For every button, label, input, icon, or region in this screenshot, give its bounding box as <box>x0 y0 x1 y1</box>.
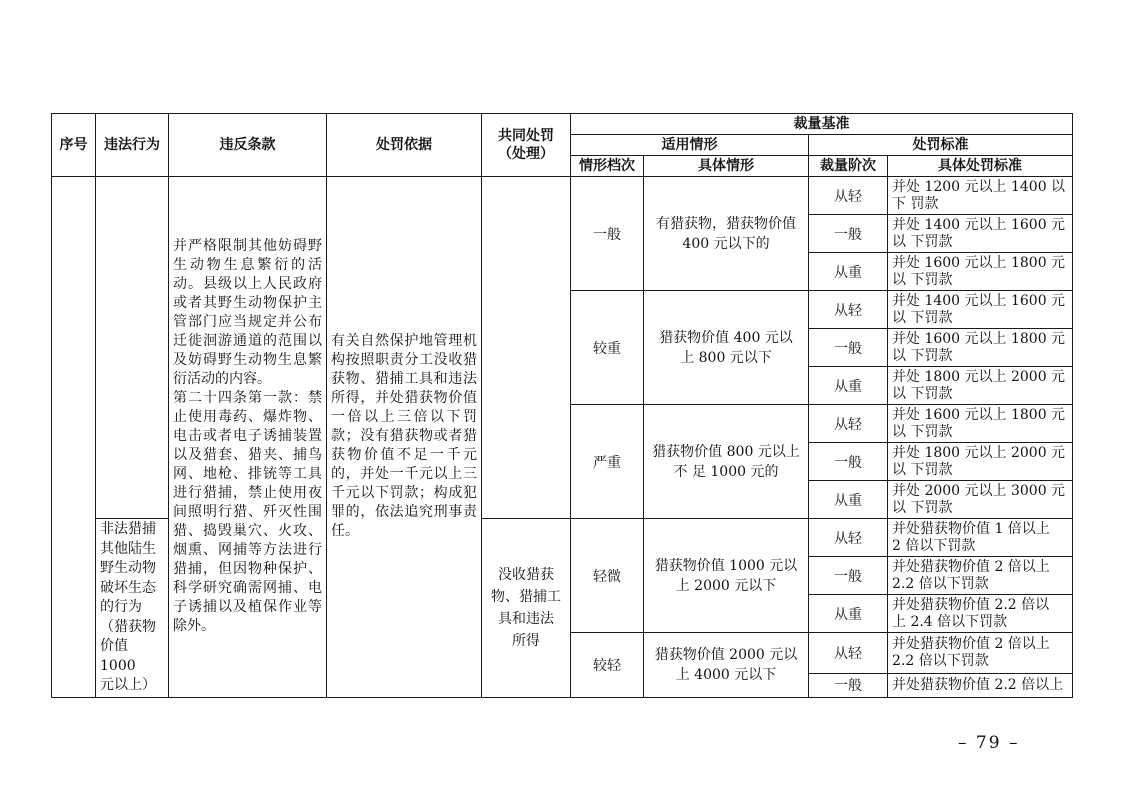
weifan-tiaokuan-paragraph-1: 并严格限制其他妨碍野生动物生息繁衍的活动。县级以上人民政府或者其野生动物保护主管部门应当规定并公布迁徙洄游通道的范围以及妨碍野生动物生息繁衍活动的内容。 <box>173 238 322 388</box>
cell-juti-chufa-biaozhun: 并处 1600 元以上 1800 元 以 下罚款 <box>888 329 1073 367</box>
cell-juti-chufa-biaozhun: 并处猎获物价值 2 倍以上 2.2 倍以下罚款 <box>888 557 1073 595</box>
cell-juti-chufa-biaozhun: 并处猎获物价值 2.2 倍以上 <box>888 673 1073 697</box>
header-qingxing-dangci: 情形档次 <box>571 156 644 177</box>
cell-cailiang-jieci: 从轻 <box>809 177 888 215</box>
header-weifan-tiaokuan: 违反条款 <box>169 114 327 177</box>
page-number: – 79 – <box>958 733 1020 753</box>
cell-juti-chufa-biaozhun: 并处 1800 元以上 2000 元 以 下罚款 <box>888 443 1073 481</box>
cell-chufa-yiju <box>327 177 482 698</box>
cell-cailiang-jieci: 一般 <box>809 329 888 367</box>
cell-cailiang-jieci: 从轻 <box>809 633 888 674</box>
chufa-yiju-paragraph: 有关自然保护地管理机构按照职责分工没收猎获物、猎捕工具和违法所得，并处猎获物价值一倍以上三倍以下罚款；没有猎获物或者猎获物价值不足一千元的，并处一千元以上三千元以下罚款；构成犯罪的，依法追究刑事责任。 <box>331 333 477 540</box>
cell-cailiang-jieci: 从重 <box>809 481 888 519</box>
cell-cailiang-jieci: 从重 <box>809 595 888 633</box>
cell-juti-qingxing: 猎获物价值 800 元以上 不 足 1000 元的 <box>644 405 809 519</box>
header-xuhao: 序号 <box>52 114 96 177</box>
cell-juti-qingxing: 猎获物价值 400 元以 上 800 元以下 <box>644 291 809 405</box>
cell-weifa-xingwei-blank <box>96 177 169 519</box>
cell-cailiang-jieci: 从轻 <box>809 519 888 557</box>
cell-weifan-tiaokuan <box>169 177 327 698</box>
header-chufa-biaozhun: 处罚标准 <box>809 135 1073 156</box>
cell-cailiang-jieci: 从重 <box>809 253 888 291</box>
cell-qingxing-dangci: 较轻 <box>571 633 644 698</box>
header-gongtong-chufa: 共同处罚 （处理） <box>482 114 571 177</box>
cell-qingxing-dangci: 一般 <box>571 177 644 291</box>
cell-juti-chufa-biaozhun: 并处猎获物价值 1 倍以上 2 倍以下罚款 <box>888 519 1073 557</box>
header-cailiang-jizhun: 裁量基准 <box>571 114 1073 135</box>
header-cailiang-jieci: 裁量阶次 <box>809 156 888 177</box>
cell-gongtong-chufa-blank <box>482 177 571 519</box>
cell-juti-qingxing: 有猎获物，猎获物价值 400 元以下的 <box>644 177 809 291</box>
cell-qingxing-dangci: 较重 <box>571 291 644 405</box>
cell-cailiang-jieci: 从轻 <box>809 405 888 443</box>
header-shiyong-qingxing: 适用情形 <box>571 135 809 156</box>
header-juti-chufa-biaozhun: 具体处罚标准 <box>888 156 1073 177</box>
cell-juti-chufa-biaozhun: 并处 1200 元以上 1400 以 下 罚款 <box>888 177 1073 215</box>
cell-juti-chufa-biaozhun: 并处 1600 元以上 1800 元 以 下罚款 <box>888 253 1073 291</box>
cell-juti-chufa-biaozhun: 并处 1600 元以上 1800 元 以 下罚款 <box>888 405 1073 443</box>
cell-juti-chufa-biaozhun: 并处猎获物价值 2.2 倍以 上 2.4 倍以下罚款 <box>888 595 1073 633</box>
cell-cailiang-jieci: 一般 <box>809 673 888 697</box>
cell-gongtong-chufa: 没收猎获 物、猎捕工 具和违法 所得 <box>482 519 571 698</box>
cell-qingxing-dangci: 严重 <box>571 405 644 519</box>
weifan-tiaokuan-paragraph-2: 第二十四条第一款：禁止使用毒药、爆炸物、电击或者电子诱捕装置以及猎套、猎夹、捕鸟网、地枪、排铳等工具进行猎捕，禁止使用夜间照明行猎、歼灭性围猎、捣毁巢穴、火攻、烟熏、网捕等方法进行猎捕，但因物种保护、科学研究确需网捕、电子诱捕以及植保作业等除外。 <box>173 390 322 635</box>
header-chufa-yiju: 处罚依据 <box>327 114 482 177</box>
cell-cailiang-jieci: 从轻 <box>809 291 888 329</box>
cell-xuhao <box>52 177 96 698</box>
cell-cailiang-jieci: 一般 <box>809 215 888 253</box>
cell-juti-chufa-biaozhun: 并处 2000 元以上 3000 元 以 下罚款 <box>888 481 1073 519</box>
header-weifa-xingwei: 违法行为 <box>96 114 169 177</box>
cell-cailiang-jieci: 一般 <box>809 557 888 595</box>
cell-juti-chufa-biaozhun: 并处 1400 元以上 1600 元 以 下罚款 <box>888 291 1073 329</box>
cell-qingxing-dangci: 轻微 <box>571 519 644 633</box>
cell-cailiang-jieci: 从重 <box>809 367 888 405</box>
cell-juti-qingxing: 猎获物价值 1000 元以 上 2000 元以下 <box>644 519 809 633</box>
header-juti-qingxing: 具体情形 <box>644 156 809 177</box>
cell-juti-chufa-biaozhun: 并处 1400 元以上 1600 元 以 下罚款 <box>888 215 1073 253</box>
cell-weifa-xingwei: 非法猎捕 其他陆生 野生动物 破坏生态 的行为 （猎获物 价值 1000 元以上） <box>96 519 169 698</box>
cell-juti-chufa-biaozhun: 并处 1800 元以上 2000 元 以 下罚款 <box>888 367 1073 405</box>
cell-juti-qingxing: 猎获物价值 2000 元以 上 4000 元以下 <box>644 633 809 698</box>
cell-juti-chufa-biaozhun: 并处猎获物价值 2 倍以上 2.2 倍以下罚款 <box>888 633 1073 674</box>
cell-cailiang-jieci: 一般 <box>809 443 888 481</box>
penalty-table <box>51 113 1073 698</box>
